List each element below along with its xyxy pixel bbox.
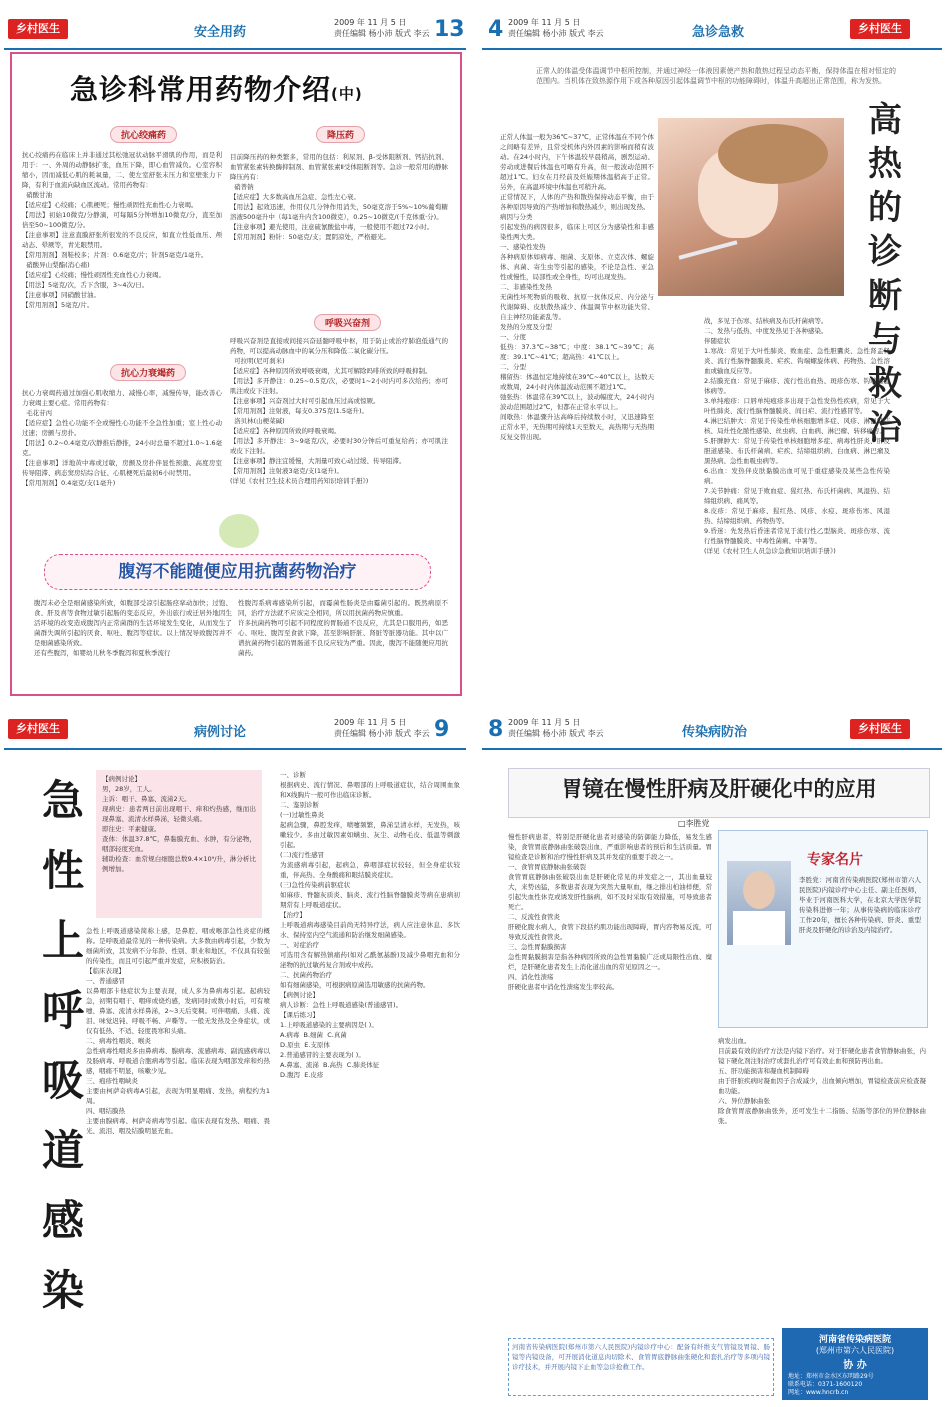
page-safe-medication — [4, 14, 466, 696]
subarticle-title-box — [44, 554, 431, 590]
title-banner — [508, 768, 930, 818]
body-col-1: 正常人体温一般为36℃~37℃，正常体温在不同个体之间略有差异，且常受机体内外因素的影响而稍有波动。在24小时内，下午体温较早晨稍高，剧烈运动、劳动或进餐后体温也可略有升高，但一般波动范围不超过1℃。妇女在月经前及妊娠期体温稍高于正常。另外，在高温环境中体温也可稍升高。 正常情况下，人体的产热和散热保持动态平衡，由于各种原因导致的产热增加和散热减少，则出现发热。 病因与分类 引起发热的病因很多，临床上可区分为感染性和非感染性两大类。 一、感染性发热 各种病原体如病毒、细菌、支原体、立克次体、螺旋体、真菌、寄生虫等引起的感染，不论是急性、亚急性或慢性，局部性或全身性，均可出现发热。 二、非感染性发热 无菌性坏死物质的吸收、抗原一抗体反应、内分泌与代谢障碍、皮肤散热减少、体温调节中枢功能失常、自主神经功能紊乱等。 发热的分度及分型 一、分度 低热：37.3℃~38℃；中度：38.1℃~39℃；高度：39.1℃~41℃；超高热：41℃以上。 二、分型 稽留热：体温恒定地持续在39℃~40℃以上，达数天或数周，24小时内体温波动范围不超过1℃。 弛张热：体温常在39℃以上，波动幅度大，24小时内波动范围超过2℃，但都在正常水平以上。 间歇热：体温骤升达高峰后持续数小时，又迅速降至正常水平，无热期可持续1天至数天，高热期与无热期反复交替出现。 — [500, 133, 654, 441]
expert-bio: 李胜党：河南省传染病医院(郑州市第六人民医院)内镜诊疗中心主任、副主任医师，毕业于河南医科大学，在北京大学医学院传染科进修一年；从事传染病的临床诊疗工作20年，擅长各种传染病、肝炎、重型肝炎及肝硬化的诊治及内镜治疗。 — [799, 876, 921, 934]
page-header — [482, 714, 942, 750]
body-col-1: 急性上呼吸道感染简称上感，是鼻腔、咽或喉部急性炎症的概称。是呼吸道最常见的一种传染病。大多数由病毒引起，少数为细菌所致，其发病不分年龄、性别、职业和地区，不仅具有较强的传染性，而且可引起严重并发症，应积极防治。 【临床表现】 一、普通感冒 以鼻咽部卡他症状为主要表现，成人多为鼻病毒引起。起病较急，初期有咽干、咽痒或烧灼感，发病同时或数小时后，可有喷嚏、鼻塞、流清水样鼻涕，2~3天后变稠。可伴咽痛、头痛、流泪、味觉迟钝、呼吸不畅、声嘶等。一般无发热及全身症状，或仅有低热、不适、轻度畏寒和头痛。 二、病毒性咽炎、喉炎 急性病毒性咽炎多由鼻病毒、腺病毒、流感病毒、副流感病毒以及肠病毒、呼吸道合胞病毒等引起。临床表现为咽部发痒和灼热感，咽痛不明显，咳嗽少见。 三、疱疹性咽峡炎 主要由柯萨奇病毒A引起，表现为明显咽痛、发热，病程约为1周。 四、咽结膜热 主要由腺病毒、柯萨奇病毒等引起。临床表现有发热、咽痛、畏光、流泪、咽及结膜明显充血。 — [86, 927, 270, 1135]
body-diarrhea-2: 性腹泻系病毒感染所引起，而霉菌性肠炎是由霉菌引起的。既然病原不同，治疗方法就不应该完全相同，所以用抗菌药物应慎重。 许多抗菌药物可引起不同程度的胃肠道不良反应，尤其是口服用药，如恶心、呕吐、腹泻至食欲下降，甚至影响肝脏、肾脏等脏器功能。其中以广谱抗菌药物引起的胃肠道不良反应较为严重。因此，腹泻不能随便应用抗菌药。 — [238, 599, 448, 657]
column-tag: 乡村医生 — [850, 719, 910, 739]
page-header — [482, 14, 942, 50]
case-box: 【病例讨论】 男，28岁，工人。 主诉：咽干、鼻塞、流涕2天。 现病史：患者两日前出现咽干、痒和灼热感，继而出现鼻塞、流清水样鼻涕，轻微头痛。 即往史：平素健康。 查体：体温37.8℃，鼻黏膜充血、水肿，有分泌物，咽部轻度充血。 辅助检查：血常规白细胞总数9.4×10⁹/升，淋分析比例增加。 — [96, 770, 262, 918]
column-tag: 乡村医生 — [850, 19, 910, 39]
hospital-subname: (郑州市第六人民医院) — [815, 1346, 895, 1355]
child-thermometer-photo — [658, 118, 844, 296]
page-infectious-disease — [482, 714, 942, 1403]
column-tag: 乡村医生 — [8, 719, 68, 739]
body-antihypertensive: 目前降压药的种类繁多，常用的包括：利尿剂、β-受体阻断剂、钙拮抗剂、血管紧张素转换酶抑制剂、血管紧张素Ⅱ受体阻断剂等。急诊一般常用的静脉降压药有： 硝普钠 【适应症】大多数高血压急症、急性左心衰。 【用法】起效迅速，作用仅几分钟作用消失，50毫克溶于5%~10%葡萄糖溶液500毫升中（每1毫升内含100微克），0.25~10微克/(千克体重·分)。 【注意事项】避光使用，注意硫氰酸盐中毒，一般使用不超过72小时。 【常用剂剂】粉针：50毫克/支；置阴凉处，严格避光。 — [230, 153, 448, 241]
center-intro-box: 河南省传染病医院(郑州市第六人民医院)内镜诊疗中心：配备有纤维支气管镜及胃镜、肠镜等内镜设备，可开展消化道息肉切除术、食管胃底静脉曲张硬化和套扎治疗等多项内镜诊疗技术，并开展内镜下止血等急诊抢救工作。 — [508, 1338, 774, 1396]
hospital-name: 河南省传染病医院 — [818, 1335, 891, 1345]
page-header — [4, 14, 466, 50]
expert-card — [718, 830, 928, 1028]
article-title: 急诊科常用药物介绍(中) — [70, 73, 363, 106]
page-case-discussion — [4, 714, 466, 1403]
page-number: 4 — [488, 17, 504, 42]
lead-paragraph: 正常人的体温受体温调节中枢所控制，并通过神经一体液因素使产热和散热过程呈动态平衡，保持体温在相对恒定的范围内。当机体在致热源作用下或各种原因引起体温调节中枢的功能障碍时，体温升高超出正常范围，称为发热。 — [536, 67, 896, 85]
column-tag: 乡村医生 — [8, 19, 68, 39]
thermometer-icon — [679, 240, 738, 259]
section-title: 急诊急救 — [692, 25, 745, 40]
header-meta: 2009 年 11 月 5 日 责任编辑 杨小沛 版式 李云 — [508, 18, 604, 38]
expert-photo — [727, 861, 791, 945]
section-title: 病例讨论 — [194, 725, 247, 740]
body-heart-failure: 抗心力衰竭药通过加强心肌收缩力、减慢心率，减慢传导，能改善心力衰竭主要心症。常用药物有： 毛花苷丙 【适应症】急性心功能不全或慢性心功能不全急性加重；室上性心动过速；房颤与房扑。 【用法】0.2~0.4毫克/次静推后静推，24小时总量不超过1.0~1.6毫克。 【注意事项】洋地黄中毒或过敏，房颤及房扑伴显性预激、高度房室传导阻滞、病态窦房结综合征、心肌梗死后最初6小时禁用。 【常用剂剂】0.4毫克/支(1毫升) — [22, 389, 222, 487]
body-col-2: 战，多见于伤寒、结核病及布氏杆菌病等。 二、发热与低热、中度发热见于各种感染。 伴随症状 1.寒战：常见于大叶性肺炎、败血症、急性胆囊炎、急性肾盂肾炎、流行性脑脊髓膜炎、疟疾、钩端螺旋体病、药物热、急性溶血或输血反应等。 2.结膜充血：常见于麻疹、流行性出血热、斑疹伤寒、钩端螺旋体病等。 3.单纯疱疹：口唇单纯疱疹多出现于急性发热性疾病，常见于大叶性肺炎、流行性脑脊髓膜炎、间日疟、流行性感冒等。 4.淋巴结肿大：常见于传染性单核细胞增多症、风疹、淋巴结结核、局灶性化脓性感染、丝虫病、白血病、淋巴瘤、转移癌等。 5.肝脾肿大：常见于传染性单核细胞增多症、病毒性肝炎、肝及胆道感染、布氏杆菌病、疟疾、结缔组织病、白血病、淋巴瘤及黑热病、急性血吸虫病等。 6.出血：发热伴皮肤黏膜出血可见于重症感染及某些急性传染病。 7.关节肿痛：常见于败血症、猩红热、布氏杆菌病、风湿热、结缔组织病、痛风等。 8.皮疹：常见于麻疹、猩红热、风疹、水痘、斑疹伤寒、风湿热、结缔组织病、药物热等。 9.昏迷：先发热后昏迷者常见于流行性乙型脑炎、斑疹伤寒、流行性脑脊髓膜炎、中毒性菌痢、中暑等。 (详见《农村卫生人员急诊急救知识培训手册》) — [704, 317, 890, 555]
page-number: 13 — [434, 17, 465, 42]
section-title: 安全用药 — [194, 25, 247, 40]
decorative-illustration — [219, 514, 259, 548]
article-title: 胃镜在慢性肝病及肝硬化中的应用 — [561, 776, 877, 801]
hospital-sponsor-box — [782, 1328, 928, 1400]
subhead-heart-failure-drugs: 抗心力衰竭药 — [110, 364, 186, 381]
page-emergency — [482, 14, 942, 696]
subhead-antihypertensive: 降压药 — [316, 126, 365, 143]
body-angina: 抗心绞痛药在临床上并非通过其松弛冠状动脉平滑肌的作用，而是利用于：一、外周的动静脉扩张，血压下降，即心血管减负。心室容积缩小，因而减低心肌的耗氧量，二、使左室舒张末压力和室壁张力下降，有利于血流向缺血区流动。常用药物有： 硝酸甘油 【适应症】心绞痛；心肌梗死；慢性顽固性充血性心力衰竭。 【用法】初始10微克/分静滴，可每隔5分钟增加10微克/分，直至加倍至50~100微克/分。 【注意事项】注意直膜舒张所很发的不良反应，如直立性低血压、颅动态、晕厥等，青光眼禁用。 【常用剂剂】剂鞋校多；片剂：0.6毫克/片；针剂5毫克/1毫升。 硝酸异山梨酯(消心痛) 【适应症】心绞痛；慢性顽固性充血性心力衰竭。 【用法】5毫克/次，舌下含服，3~4次/日。 【注意事项】同硝酸甘油。 【常用剂剂】5毫克/片。 — [22, 151, 222, 309]
page-number: 8 — [488, 717, 504, 742]
vertical-title: 急性上呼吸道感染 — [41, 776, 84, 1315]
header-meta: 2009 年 11 月 5 日 责任编辑 杨小沛 版式 李云 — [508, 718, 604, 738]
body-col-2: 一、诊断 根据病史、流行情况、鼻咽部的上呼吸道症状，结合周围血象和X线胸片一般可作出临床诊断。 二、鉴别诊断 (一)过敏性鼻炎 起病急骤，鼻腔发痒，喷嚏频繁，鼻涕呈清水样，无发热，咳嗽较少。多由过敏因素如螨虫、灰尘、动物毛皮、低温等刺激引起。 (二)流行性感冒 为流感病毒引起，起病急，鼻咽部症状较轻，但全身症状较重，伴高热、全身酸痛和眼结膜炎症状。 (三)急性传染病前驱症状 如麻疹、脊髓灰质炎、脑炎、流行性脑脊髓膜炎等病在患病初期常有上呼吸道症状。 【治疗】 上呼吸道病毒感染目前尚无特异疗法，病人应注意休息、多饮水、保持室内空气流通和防治继发细菌感染。 一、对症治疗 可选用含有解热镇痛药(如对乙酰氨基酚)及减少鼻咽充血和分泌物的抗过敏药复合剂或中成药。 二、抗菌药物治疗 如有细菌感染，可根据病原菌选用敏感的抗菌药物。 【病例讨论】 病人诊断：急性上呼吸道感染(普通感冒)。 【课后练习】 1.上呼吸道感染的主要病因是( )。 A.病毒 B.细菌 C.真菌 D.原虫 E.支原体 2.普通感冒的主要表现为( )。 A.鼻塞、流涕 B.高热 C.肺炎体征 D.腹泻 E.皮疹 — [280, 771, 460, 1079]
subhead-angina-drugs: 抗心绞痛药 — [110, 126, 177, 143]
contact-info: 地址：郑州市金水区东明路29号 联系电话：0371-1600120 网址：www.hncrb.cn — [788, 1373, 874, 1396]
subhead-respiratory-stimulants: 呼吸兴奋剂 — [314, 314, 381, 331]
page-header — [4, 714, 466, 750]
section-title: 传染病防治 — [682, 725, 748, 740]
expert-card-heading: 专家名片 — [807, 852, 863, 868]
body-respiratory: 呼吸兴奋剂是直接或间接兴奋延髓呼吸中枢，用于防止或治疗肺泡低通气的药物，可以提高动脉血中的氧分压和降低二氧化碳分压。 可拉明(尼可刹米) 【适应症】各种原因所致呼吸衰竭，尤其可解除吗啡所致的呼吸抑制。 【用法】多开静注：0.25~0.5克/次，必要时1~2小时内可多次给药；亦可肌注或皮下注射。 【注意事项】兴奋剂过大时可引起血压过高或惊厥。 【常用剂剂】注射液，每支0.375克(1.5毫升)。 洛贝林(山梗菜碱) 【适应症】各种原因所致的呼吸衰竭。 【用法】多开静注：3~9毫克/次，必要时30分钟后可重复给药；亦可肌注或皮下注射。 【注意事项】静注宜缓慢，大剂量可致心动过缓、传导阻滞。 【常用剂剂】注射液3毫克/支(1毫升)。 (详见《农村卫生技术员合理用药知识培训手册》) — [230, 337, 448, 485]
subarticle-title: 腹泻不能随便应用抗菌药物治疗 — [118, 562, 357, 582]
header-meta: 2009 年 11 月 5 日 责任编辑 杨小沛 版式 李云 — [334, 18, 430, 38]
page-number: 9 — [434, 717, 450, 742]
author-line: □李胜党 — [678, 819, 710, 828]
body-diarrhea-1: 腹泻未必全是细菌感染所致，如腹部受凉引起肠痉挛动加快；过饱、食、肝及喜等食物过敏引起肠的变态反应，外出旅行或迁居外地因生活环境的改变造成腹泻内正常菌群的生活环境发生变化，从而发生了菌群失调所引起的厌食、呕吐、腹泻等症状。以上情况导致腹泻并不是细菌感染所致。 还有些腹泻，如婴幼儿秋冬季腹泻和夏秋季流行 — [34, 599, 232, 657]
body-col-2: 病发出血。 目前最有效的治疗方法是内镜下治疗。对于肝硬化患者食管静脉曲张，内镜下硬化剂注射治疗或套扎治疗可有效止血和预防再出血。 五、肝功能损害和凝血机制障碍 由于肝脏疾病时凝血因子合成减少，出血倾向增加，胃镜检查前应检查凝血功能。 六、异位静脉曲张 除食管胃底静脉曲张外，还可发生十二指肠、结肠等部位的异位静脉曲张。 — [718, 1037, 926, 1125]
vertical-title: 高热的诊断与救治 — [868, 100, 902, 448]
body-col-1: 慢性肝病患者，特别是肝硬化患者对感染的防御能力降低，易发生感染，食管胃底静脉曲张破裂出血，严重影响患者的预后和生活质量。胃镜检查是诊断和治疗慢性肝病及其并发症的重要手段之一。 一、食管胃底静脉曲张破裂 食管胃底静脉曲张破裂出血是肝硬化常见的并发症之一，其出血量较大，来势凶猛，多数患者表现为突然大量呕血，继之排出柏油样便，常引起失血性休克或诱发肝性脑病，如不及时采取有效措施，可导致患者死亡。 二、反流性食管炎 肝硬化腹水病人，食管下段括约肌功能出现障碍，胃内容物易反流，可导致反流性食管炎。 三、急性胃黏膜损害 急性胃黏膜损害是指各种病因所致的急性胃黏膜广泛或局限性出血、糜烂，是肝硬化患者发生上消化道出血的常见原因之一。 四、消化性溃疡 肝硬化患者中消化性溃疡发生率较高。 — [508, 833, 712, 991]
co-organizer-label: 协 办 — [843, 1360, 867, 1371]
header-meta: 2009 年 11 月 5 日 责任编辑 杨小沛 版式 李云 — [334, 718, 430, 738]
